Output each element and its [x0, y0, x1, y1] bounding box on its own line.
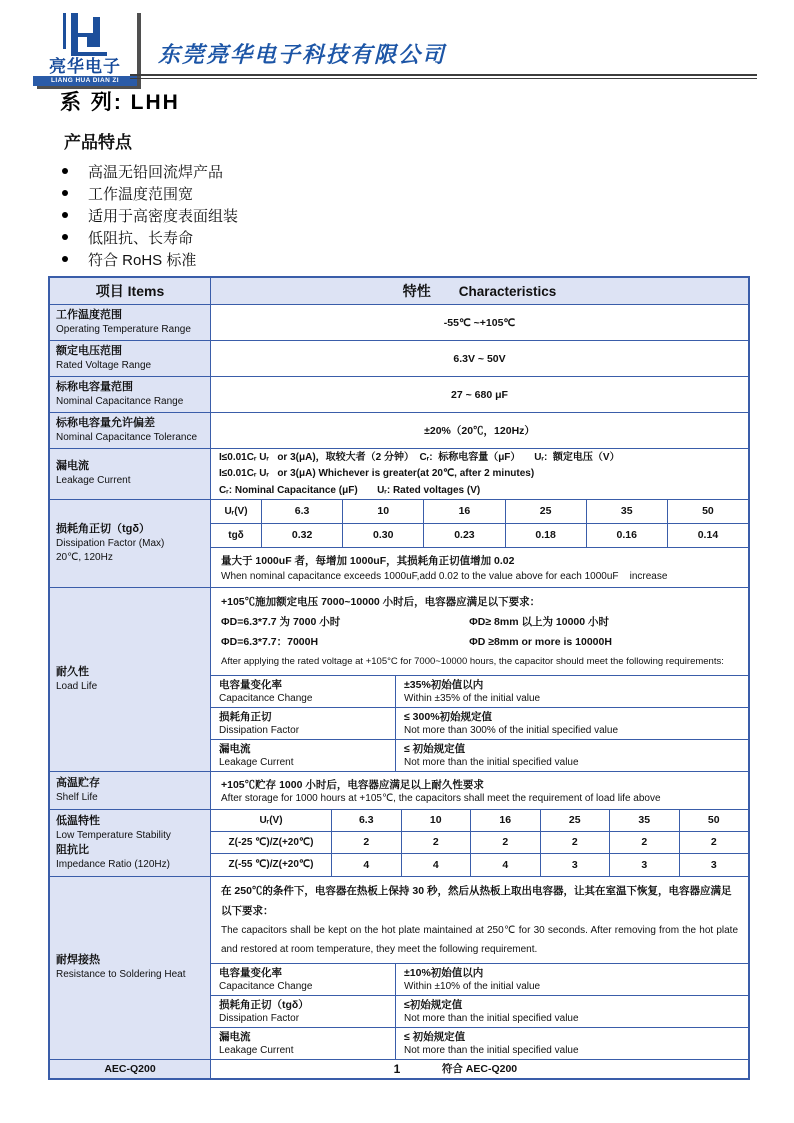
- item-label-en: Resistance to Soldering Heat: [56, 969, 186, 980]
- lowtemp-voltage-row: [211, 810, 748, 832]
- sub-label-cn: 电容量变化率: [219, 678, 282, 691]
- logo-company-short: 亮华电子: [49, 57, 121, 76]
- loadlife-cond2-cn: ΦD≥ 8mm 以上为 10000 小时: [469, 615, 609, 628]
- lt-cell: 4: [470, 854, 540, 876]
- feature-item: [62, 160, 238, 182]
- lt-cell: 2: [540, 832, 610, 853]
- row-leakage-current: [50, 448, 748, 499]
- sub-label-en: Capacitance Change: [219, 692, 313, 704]
- lt-head: Z(-25 ℃)/Z(+20℃): [228, 836, 314, 848]
- logo-pinyin: LIANG HUA DIAN ZI: [33, 76, 137, 86]
- aec-value: 符合 AEC-Q200: [441, 1063, 518, 1075]
- sub-value-cn: ≤ 300%初始规定值: [404, 710, 493, 723]
- leakage-formula-cn: I≤0.01Cᵣ Uᵣ or 3(μA)，取较大者（2 分钟） Cᵣ: 标称电容量（μF） Uᵣ: 额定电压（V）: [219, 451, 620, 463]
- sub-value-en: Not more than the initial specified value: [404, 756, 579, 768]
- aec-label: AEC-Q200: [50, 1060, 211, 1078]
- loadlife-cond-en: [211, 632, 748, 652]
- item-label-cn: 耐久性: [56, 665, 89, 678]
- sub-label-cn: 电容量变化率: [219, 966, 282, 979]
- feature-label: 工作温度范围宽: [88, 185, 194, 203]
- loadlife-intro-cn: +105℃施加额定电压 7000~10000 小时后，电容器应满足以下要求：: [221, 595, 541, 608]
- item-label-en2: Impedance Ratio (120Hz): [56, 858, 170, 870]
- lt-cell: 2: [401, 832, 471, 853]
- item-label-cn: 耐焊接热: [56, 954, 100, 966]
- feature-item: [62, 204, 238, 226]
- sub-label-cn: 漏电流: [219, 1030, 251, 1043]
- sub-label-cn: 漏电流: [219, 742, 251, 755]
- loadlife-dissipation-factor: [211, 707, 748, 739]
- loadlife-cond-cn: [211, 612, 748, 632]
- lt-cell: 25: [540, 810, 610, 831]
- df-tgd-cell: 0.30: [342, 524, 423, 547]
- loadlife-intro-en: After applying the rated voltage at +105°C for 7000~10000 hours, the capacitor should meet the following requirements:: [221, 655, 724, 667]
- df-tgd-cell: 0.14: [667, 524, 748, 547]
- row-rated-voltage: [50, 340, 748, 376]
- item-label-en: Low Temperature Stability: [56, 829, 171, 841]
- feature-label: 适用于高密度表面组装: [88, 207, 239, 225]
- item-label-cn: 额定电压范围: [56, 345, 122, 357]
- feature-item: [62, 248, 238, 270]
- header-char-en: Characteristics: [458, 283, 557, 299]
- lt-cell: 16: [470, 810, 540, 831]
- sub-value-cn: ≤ 初始规定值: [404, 1030, 466, 1043]
- item-label-cn2: 阻抗比: [56, 843, 89, 856]
- item-label-cn: 工作温度范围: [56, 309, 122, 321]
- row-soldering-heat: [50, 876, 748, 1059]
- df-voltage-cell: 10: [342, 500, 423, 523]
- df-voltage-cell: 16: [423, 500, 504, 523]
- sub-label-en: Leakage Current: [219, 1044, 294, 1056]
- header-items: 项目 Items: [50, 278, 211, 304]
- item-label-en: Nominal Capacitance Tolerance: [56, 432, 198, 443]
- features-heading: 产品特点: [64, 133, 132, 152]
- lt-cell: 4: [331, 854, 401, 876]
- header-characteristics: [211, 278, 748, 304]
- row-dissipation-factor: [50, 499, 748, 587]
- item-label-cn: 漏电流: [56, 460, 89, 473]
- item-label-en: Rated Voltage Range: [56, 360, 152, 371]
- item-label-en: Load Life: [56, 680, 98, 692]
- item-value: 27 ~ 680 μF: [451, 388, 508, 401]
- df-voltage-head: Uᵣ(V): [224, 505, 248, 517]
- item-value: -55℃ ~+105℃: [443, 316, 516, 329]
- row-load-life: [50, 587, 748, 771]
- df-tgd-row: [211, 524, 748, 548]
- sub-label-cn: 损耗角正切: [219, 710, 272, 723]
- series-title: 系 列: LHH: [60, 91, 180, 114]
- row-low-temperature: [50, 809, 748, 876]
- lt-cell: 3: [609, 854, 679, 876]
- lt-cell: 3: [540, 854, 610, 876]
- sub-value-en: Not more than the initial specified value: [404, 1012, 579, 1024]
- df-note-cn: 量大于 1000uF 者，每增加 1000uF，其损耗角正切值增加 0.02: [221, 554, 515, 567]
- row-capacitance-range: [50, 376, 748, 412]
- df-voltage-cell: 25: [505, 500, 586, 523]
- item-label-en: Leakage Current: [56, 475, 131, 487]
- header-divider: [130, 74, 757, 79]
- sub-value-cn: ≤ 初始规定值: [404, 742, 466, 755]
- sub-value-en: Not more than 300% of the initial specified value: [404, 724, 619, 736]
- feature-label: 低阻抗、长寿命: [88, 229, 194, 247]
- df-voltage-cell: 35: [586, 500, 667, 523]
- bullet-icon: [62, 168, 68, 174]
- df-tgd-cell: 0.18: [505, 524, 586, 547]
- loadlife-capacitance-change: [211, 675, 748, 707]
- lt-cell: 6.3: [331, 810, 401, 831]
- lt-cell: 35: [609, 810, 679, 831]
- company-logo: [33, 10, 137, 86]
- df-voltage-cell: 6.3: [261, 500, 342, 523]
- lt-head: Uᵣ(V): [259, 814, 283, 826]
- feature-item: [62, 226, 238, 248]
- lt-cell: 2: [679, 832, 749, 853]
- item-label-en: Operating Temperature Range: [56, 324, 191, 335]
- feature-item: [62, 182, 238, 204]
- loadlife-cond1-en: ΦD=6.3*7.7：7000H: [221, 635, 319, 648]
- df-tgd-head: tgδ: [228, 529, 244, 541]
- spec-table: [48, 276, 750, 1080]
- item-label-en: Dissipation Factor (Max): [56, 537, 165, 549]
- df-tgd-cell: 0.32: [261, 524, 342, 547]
- df-tgd-cell: 0.16: [586, 524, 667, 547]
- feature-label: 符合 RoHS 标准: [88, 251, 197, 269]
- item-label-en: Nominal Capacitance Range: [56, 396, 184, 407]
- item-label-cn: 高温贮存: [56, 776, 100, 789]
- bullet-icon: [62, 190, 68, 196]
- shelf-text-cn: +105℃贮存 1000 小时后，电容器应满足以上耐久性要求: [221, 778, 484, 791]
- lt-head: Z(-55 ℃)/Z(+20℃): [228, 859, 314, 870]
- sub-value-cn: ±35%初始值以内: [404, 678, 484, 691]
- item-value: 6.3V ~ 50V: [453, 352, 506, 365]
- page-number: 1: [393, 1062, 401, 1076]
- loadlife-cond2-en: ΦD ≥8mm or more is 10000H: [469, 635, 612, 648]
- sub-value-en: Within ±35% of the initial value: [404, 692, 541, 704]
- lt-cell: 2: [331, 832, 401, 853]
- sub-value-cn: ≤初始规定值: [404, 998, 463, 1011]
- shelf-text-en: After storage for 1000 hours at +105℃, the capacitors shall meet the requirement of load life above: [221, 792, 661, 804]
- loadlife-cond1-cn: ΦD=6.3*7.7 为 7000 小时: [221, 615, 341, 628]
- loadlife-leakage-current: [211, 739, 748, 771]
- item-label-cn: 标称电容量范围: [56, 381, 133, 393]
- soldering-intro-cn: 在 250℃的条件下，电容器在热板上保持 30 秒，然后从热板上取出电容器，让其在室温下恢复，电容器应满足以下要求：: [221, 884, 732, 917]
- lt-cell: 4: [401, 854, 471, 876]
- sub-value-en: Within ±10% of the initial value: [404, 980, 541, 992]
- df-tgd-cell: 0.23: [423, 524, 504, 547]
- leakage-legend-en: Cᵣ: Nominal Capacitance (μF) Uᵣ: Rated voltages (V): [219, 484, 481, 496]
- header-char-cn: 特性: [402, 283, 431, 299]
- lowtemp-z25-row: [211, 832, 748, 854]
- table-header-row: [50, 278, 748, 304]
- lt-cell: 2: [609, 832, 679, 853]
- sub-label-en: Dissipation Factor: [219, 1012, 300, 1024]
- lt-cell: 2: [470, 832, 540, 853]
- soldering-dissipation-factor: [211, 995, 748, 1027]
- soldering-leakage-current: [211, 1027, 748, 1059]
- leakage-formula-en: I≤0.01Cᵣ Uᵣ or 3(μA) Whichever is greater(at 20℃, after 2 minutes): [219, 468, 535, 479]
- sub-value-en: Not more than the initial specified value: [404, 1044, 579, 1056]
- feature-label: 高温无铅回流焊产品: [88, 163, 224, 181]
- lt-cell: 50: [679, 810, 749, 831]
- item-label-cn: 标称电容量允许偏差: [56, 417, 155, 429]
- soldering-intro-en: The capacitors shall be kept on the hot plate maintained at 250℃ for 30 seconds. After removing from the hot plate and restored at room temperature, they meet the following requirement.: [221, 924, 738, 955]
- item-label-cn: 损耗角正切（tgδ）: [56, 522, 151, 535]
- lt-cell: 3: [679, 854, 749, 876]
- row-capacitance-tolerance: [50, 412, 748, 448]
- df-note-en: When nominal capacitance exceeds 1000uF,add 0.02 to the value above for each 1000uF increase: [221, 570, 668, 582]
- row-shelf-life: [50, 771, 748, 809]
- item-label-en: Shelf Life: [56, 791, 98, 803]
- lowtemp-z55-row: [211, 854, 748, 876]
- bullet-icon: [62, 234, 68, 240]
- features-list: [62, 160, 238, 270]
- item-value: ±20%（20℃，120Hz）: [424, 425, 535, 437]
- sub-label-cn: 损耗角正切（tgδ）: [219, 998, 309, 1011]
- item-label-cond: 20℃, 120Hz: [56, 551, 113, 563]
- sub-value-cn: ±10%初始值以内: [404, 966, 484, 979]
- sub-label-en: Capacitance Change: [219, 980, 313, 992]
- item-label-cn: 低温特性: [56, 814, 100, 827]
- lt-cell: 10: [401, 810, 471, 831]
- company-name: 东莞亮华电子科技有限公司: [158, 42, 447, 67]
- bullet-icon: [62, 256, 68, 262]
- bullet-icon: [62, 212, 68, 218]
- sub-label-en: Leakage Current: [219, 756, 294, 768]
- df-voltage-cell: 50: [667, 500, 748, 523]
- df-voltage-row: [211, 500, 748, 524]
- soldering-capacitance-change: [211, 963, 748, 995]
- row-operating-temperature: [50, 304, 748, 340]
- sub-label-en: Dissipation Factor: [219, 724, 300, 736]
- lh-monogram-icon: [49, 12, 121, 58]
